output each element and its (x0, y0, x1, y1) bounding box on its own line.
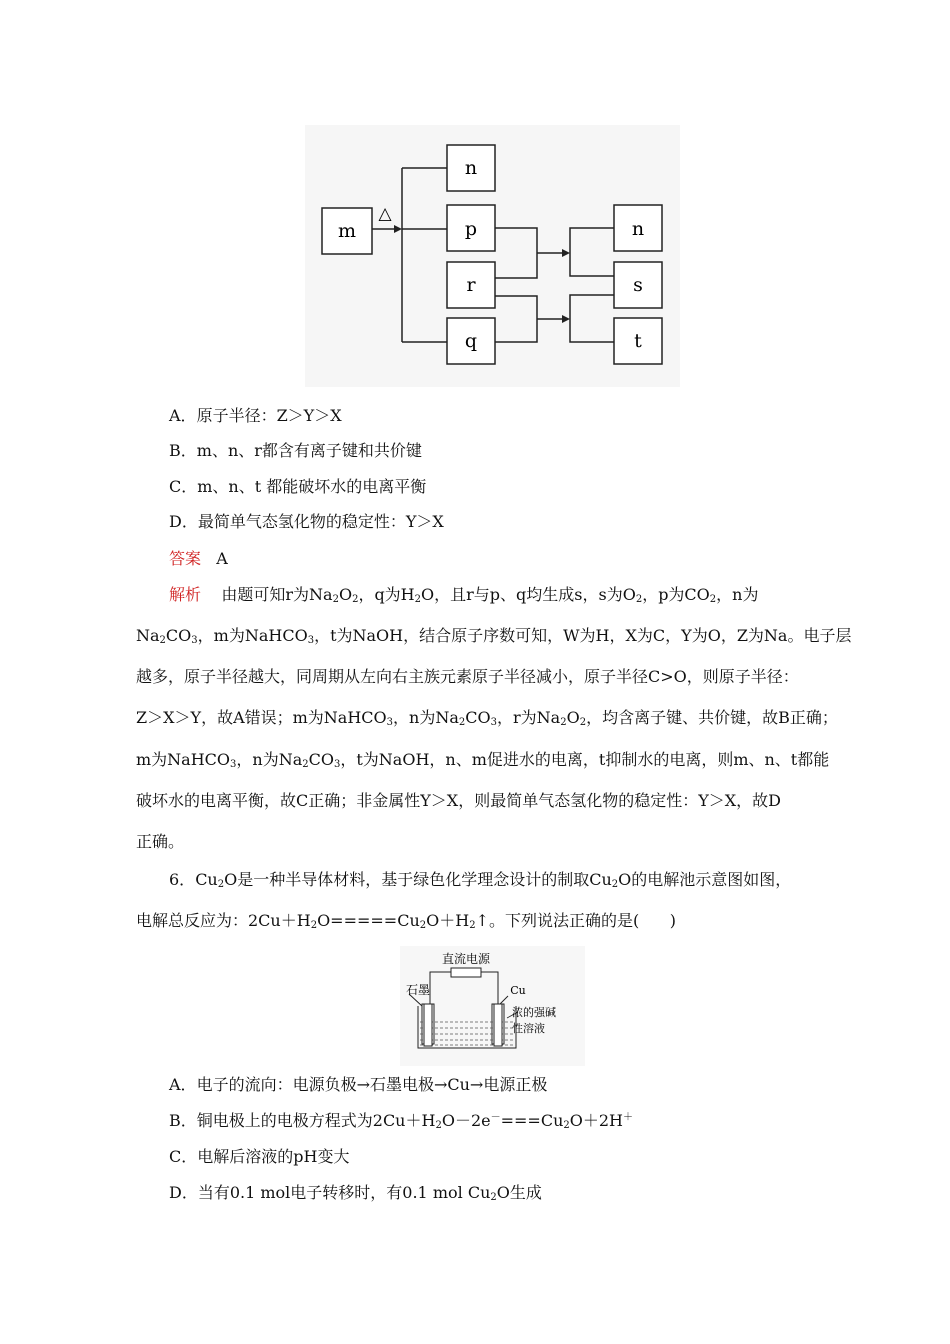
q6-option-c-text: 电解后溶液的pH变大 (197, 1147, 350, 1166)
box-n-top-label: n (464, 157, 478, 179)
q6-stem-line-2: 电解总反应为：$2Cu+H_2O=====Cu_2O+H_2↑$。下列说法正确的是( ) (136, 911, 677, 931)
q6-option-a-text: 电子的流向：电源负极→石墨电极→Cu→电源正极 (196, 1075, 548, 1094)
analysis-line-5: m为NaHCO$_3$，n为$Na_2CO_3$，t为NaOH，n、m促进水的电离，t抑制水的电离，则m、n、t都能 (136, 750, 830, 770)
q6-option-a-label: A． (169, 1075, 197, 1094)
power-supply-label: 直流电源 (441, 952, 491, 966)
q5-option-c-label: C． (169, 477, 198, 496)
solution-label-1: 浓的强碱 (512, 1006, 556, 1019)
q5-option-b (169, 440, 422, 462)
analysis-line-7: 正确。 (136, 832, 185, 851)
analysis-line-1: 解析 由题可知r为$Na_2O_2$，q为$H_2O$，且r与p、q均生成s，s为$O_2$，p为$CO_2$，n为 (169, 585, 759, 605)
q5-option-c-text: m、n、t 都能破坏水的电离平衡 (197, 477, 427, 496)
box-p-label: p (464, 218, 478, 240)
answer-label: 答案 (169, 549, 202, 568)
electrolysis-cell-diagram (400, 946, 585, 1066)
q6-option-b: B．铜电极上的电极方程式为$2Cu+H_2O-2e^-===Cu_2O+2H^+$ (169, 1111, 634, 1131)
power-supply-icon (451, 968, 481, 977)
heat-condition: △ (378, 204, 392, 224)
analysis-line-3: 越多，原子半径越大，同周期从左向右主族元素原子半径减小，原子半径C>O，则原子半径： (136, 667, 799, 686)
q5-answer (169, 548, 228, 570)
box-n-right-label: n (631, 218, 645, 240)
q5-option-d (169, 511, 444, 533)
q5-option-d-text: 最简单气态氢化物的稳定性：Y＞X (197, 512, 444, 531)
box-s-label: s (633, 274, 643, 296)
q6-option-c (169, 1146, 349, 1168)
graphite-label: 石墨 (405, 983, 431, 997)
box-r-label: r (466, 274, 476, 296)
q6-option-d: D．当有0.1 mol电子转移时，有0.1 mol $Cu_2O$生成 (169, 1183, 542, 1203)
q5-option-b-text: m、n、r都含有离子键和共价键 (196, 441, 422, 460)
q5-option-b-label: B． (169, 441, 197, 460)
q5-option-d-label: D． (169, 512, 198, 531)
analysis-line-2: $Na_2CO_3$，m为NaHCO$_3$，t为NaOH，结合原子序数可知，W为H，X为C，Y为O，Z为Na。电子层 (136, 626, 852, 646)
answer-value: A (216, 549, 228, 568)
box-q-label: q (464, 330, 478, 352)
analysis-label: 解析 (169, 585, 202, 604)
analysis-line-6: 破坏水的电离平衡，故C正确；非金属性Y＞X，则最简单气态氢化物的稳定性：Y＞X，故D (136, 791, 781, 810)
q6-option-c-label: C． (169, 1147, 198, 1166)
reaction-flow-diagram (305, 125, 680, 387)
solution-label-2: 性溶液 (512, 1022, 545, 1035)
cu-label: Cu (510, 984, 526, 997)
analysis-line-4: Z＞X＞Y，故A错误；m为NaHCO$_3$，n为$Na_2CO_3$，r为$Na_2O_2$，均含离子键、共价键，故B正确； (136, 708, 838, 728)
box-t-label: t (634, 330, 642, 352)
q5-option-a-text: 原子半径：Z＞Y＞X (196, 406, 342, 425)
q5-option-a (169, 405, 342, 427)
q6-stem-line-1: 6．$Cu_2O$是一种半导体材料，基于绿色化学理念设计的制取$Cu_2O$的电解池示意图如图， (169, 870, 792, 890)
q6-number: 6． (169, 870, 196, 889)
q5-option-a-label: A． (169, 406, 197, 425)
q6-option-a (169, 1074, 547, 1096)
box-m-label: m (337, 220, 357, 242)
q5-option-c (169, 476, 426, 498)
